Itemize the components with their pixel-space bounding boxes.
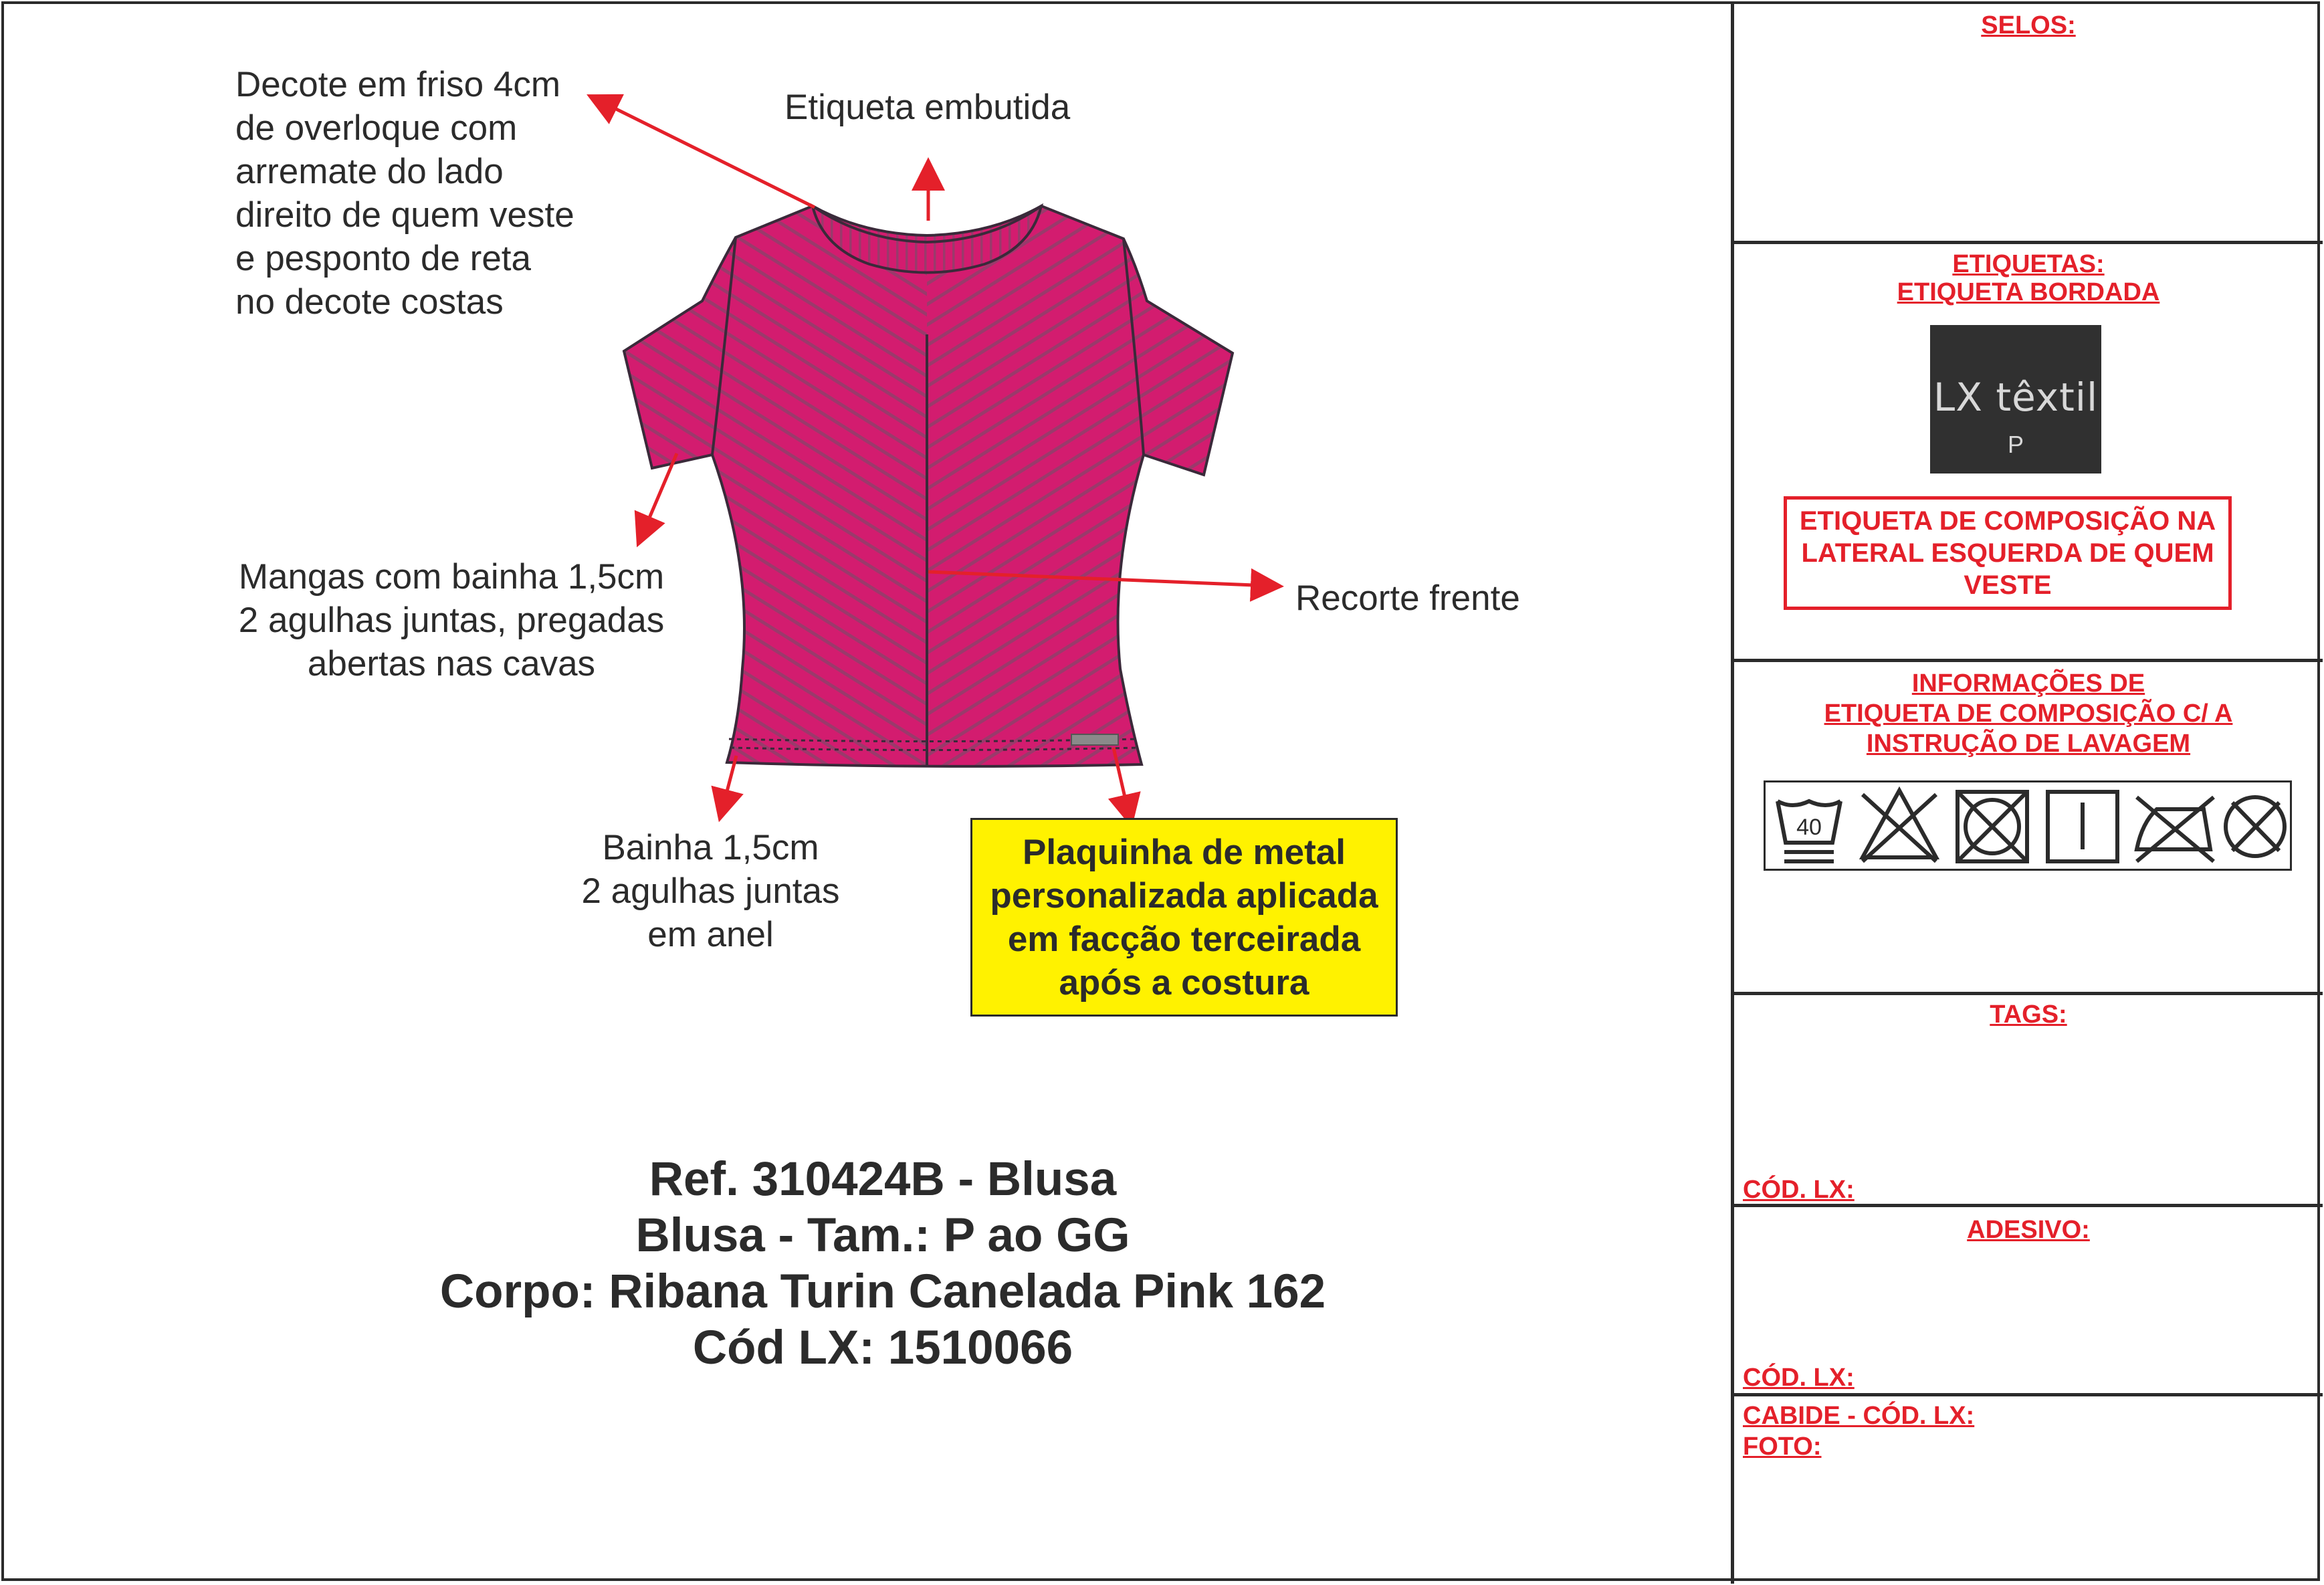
adesivo-cod-lx: CÓD. LX: — [1743, 1364, 1855, 1392]
cabide-cod-lx: CABIDE - CÓD. LX: — [1743, 1402, 1975, 1430]
plaquinha-callout: Plaquinha de metal personalizada aplicada em facção terceirada após a costura — [970, 818, 1398, 1017]
annotation-decote: Decote em friso 4cm de overloque com arremate do lado direito de quem veste e pesponto de reta no decote costas — [235, 65, 574, 322]
informacoes-title: INFORMAÇÕES DE ETIQUETA DE COMPOSIÇÃO C/ A INSTRUÇÃO DE LAVAGEM — [1824, 669, 2233, 758]
care-symbols — [1764, 780, 2292, 871]
no-dry-clean-icon — [2226, 797, 2285, 856]
composition-label-box: ETIQUETA DE COMPOSIÇÃO NA LATERAL ESQUERDA DE QUEM VESTE — [1784, 496, 2232, 610]
annotation-mangas: Mangas com bainha 1,5cm 2 agulhas juntas, pregadas abertas nas cavas — [238, 557, 665, 683]
wash-40-icon — [1778, 801, 1840, 861]
section-divider — [1731, 659, 2323, 662]
annotation-etiqueta-embutida: Etiqueta embutida — [784, 88, 1071, 127]
reference-block — [201, 1152, 1565, 1376]
embroidered-label — [1930, 325, 2101, 473]
no-bleach-icon — [1863, 790, 1936, 861]
metal-plate-icon — [1071, 734, 1118, 745]
label-size: P — [2007, 431, 2024, 458]
annotation-recorte: Recorte frente — [1295, 578, 1520, 618]
line-dry-icon — [2048, 792, 2117, 861]
fabric-line: Corpo: Ribana Turin Canelada Pink 162 — [439, 1265, 1326, 1318]
section-divider — [1731, 1393, 2323, 1396]
size-line: Blusa - Tam.: P ao GG — [635, 1209, 1130, 1262]
blouse-body — [624, 206, 1233, 766]
section-divider — [1731, 992, 2323, 995]
etiqueta-bordada-title: ETIQUETA BORDADA — [1897, 278, 2160, 306]
no-tumble-dry-icon — [1958, 792, 2027, 861]
code-line: Cód LX: 1510066 — [692, 1322, 1073, 1374]
no-iron-icon — [2137, 797, 2214, 861]
adesivo-title: ADESIVO: — [1967, 1216, 2090, 1244]
foto-label: FOTO: — [1743, 1433, 1822, 1461]
etiquetas-title: ETIQUETAS: — [1952, 250, 2105, 278]
selos-title: SELOS: — [1981, 11, 2076, 39]
section-divider — [1731, 241, 2323, 244]
arrow-decote — [599, 100, 815, 207]
ref-line: Ref. 310424B - Blusa — [649, 1153, 1117, 1206]
annotation-bainha: Bainha 1,5cm 2 agulhas juntas em anel — [581, 828, 840, 954]
panel-divider — [1731, 1, 1734, 1584]
label-brand: LX têxtil — [1933, 375, 2099, 420]
svg-text:40: 40 — [1796, 815, 1822, 840]
tags-cod-lx: CÓD. LX: — [1743, 1176, 1855, 1204]
tags-title: TAGS: — [1990, 1000, 2067, 1029]
